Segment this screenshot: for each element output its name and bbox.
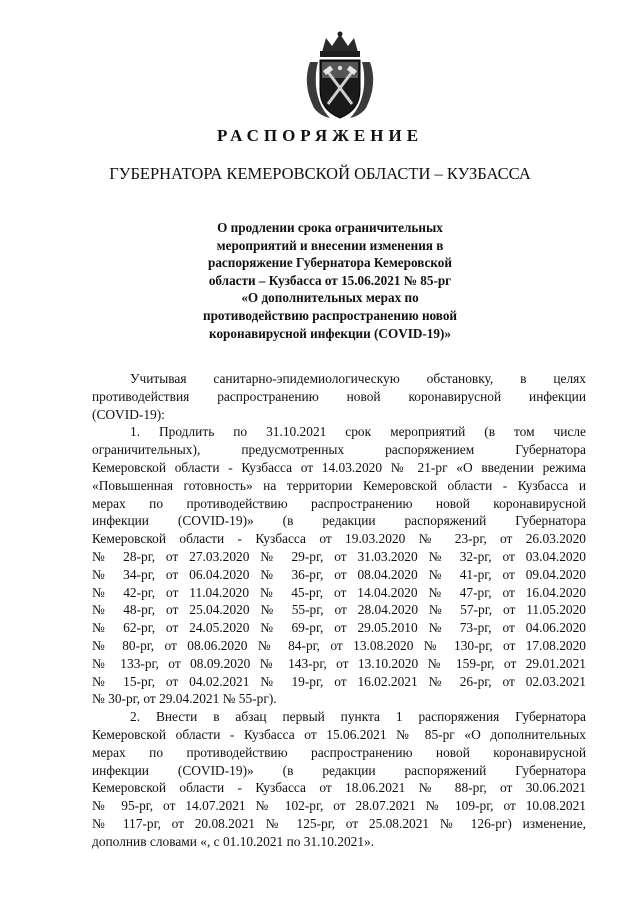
document-body bbox=[92, 370, 586, 851]
document-subject bbox=[185, 219, 475, 342]
body-line: 2. Внести в абзац первый пункта 1 распоряжения Губернатора bbox=[130, 709, 586, 725]
document-type-title: РАСПОРЯЖЕНИЕ bbox=[216, 126, 424, 145]
body-line: 1. Продлить по 31.10.2021 срок мероприятий (в том числе bbox=[130, 424, 586, 440]
body-line: № 95-рг, от 14.07.2021 № 102-рг, от 28.07.2021 № 109-рг, от 10.08.2021 bbox=[92, 798, 586, 814]
body-line: № 30-рг, от 29.04.2021 № 55-рг). bbox=[92, 691, 277, 707]
subject-line: распоряжение Губернатора Кемеровской bbox=[207, 255, 453, 271]
item-1-paragraph bbox=[92, 423, 586, 708]
body-line: № 80-рг, от 08.06.2020 № 84-рг, от 13.08.2020 № 130-рг, от 17.08.2020 bbox=[92, 637, 586, 653]
body-line: «Повышенная готовность» на территории Кемеровской области - Кузбасса и bbox=[92, 477, 586, 493]
preamble-paragraph bbox=[92, 370, 586, 423]
item-2-paragraph bbox=[92, 708, 586, 850]
body-line: № 117-рг, от 20.08.2021 № 125-рг, от 25.08.2021 № 126-рг) изменение, bbox=[92, 815, 586, 831]
body-line: дополнив словами «, с 01.10.2021 по 31.10.2021». bbox=[92, 833, 375, 849]
body-line: № 28-рг, от 27.03.2020 № 29-рг, от 31.03.2020 № 32-рг, от 03.04.2020 bbox=[92, 548, 586, 564]
subject-line: мероприятий и внесении изменения в bbox=[216, 237, 444, 253]
subject-line: области – Кузбасса от 15.06.2021 № 85-рг bbox=[208, 272, 452, 288]
issuer-title: ГУБЕРНАТОРА КЕМЕРОВСКОЙ ОБЛАСТИ – КУЗБАССА bbox=[109, 164, 531, 183]
body-line: противодействия распространению новой коронавирусной инфекции bbox=[92, 388, 586, 404]
kuzbass-coat-of-arms-icon bbox=[296, 28, 384, 124]
subject-line: «О дополнительных мерах по bbox=[241, 290, 419, 306]
body-line: инфекции (COVID-19)» (в редакции распоряжений Губернатора bbox=[92, 762, 586, 778]
body-line: ограничительных), предусмотренных распоряжением Губернатора bbox=[92, 442, 586, 458]
body-line: Кемеровской области - Кузбасса от 19.03.2020 № 23-рг, от 26.03.2020 bbox=[92, 531, 586, 547]
body-line: № 34-рг, от 06.04.2020 № 36-рг, от 08.04.2020 № 41-рг, от 09.04.2020 bbox=[92, 566, 586, 582]
body-line: № 62-рг, от 24.05.2020 № 69-рг, от 29.05.2010 № 73-рг, от 04.06.2020 bbox=[92, 620, 586, 636]
body-line: мерах по противодействию распространению новой коронавирусной bbox=[92, 744, 586, 760]
body-line: Кемеровской области - Кузбасса от 14.03.2020 № 21-рг «О введении режима bbox=[92, 459, 586, 475]
body-line: Кемеровской области - Кузбасса от 18.06.2021 № 88-рг, от 30.06.2021 bbox=[92, 780, 586, 796]
coat-of-arms bbox=[296, 28, 384, 124]
body-line: мерах по противодействию распространению новой коронавирусной bbox=[92, 495, 586, 511]
body-line: инфекции (COVID-19)» (в редакции распоряжений Губернатора bbox=[92, 513, 586, 529]
body-line: № 42-рг, от 11.04.2020 № 45-рг, от 14.04.2020 № 47-рг, от 16.04.2020 bbox=[92, 584, 586, 600]
body-line: (COVID-19): bbox=[92, 406, 165, 422]
body-line: Учитывая санитарно-эпидемиологическую обстановку, в целях bbox=[130, 371, 586, 386]
subject-line: коронавирусной инфекции (COVID-19)» bbox=[209, 325, 451, 341]
body-line: № 15-рг, от 04.02.2021 № 19-рг, от 16.02.2021 № 26-рг, от 02.03.2021 bbox=[92, 673, 586, 689]
subject-line: О продлении срока ограничительных bbox=[217, 220, 443, 235]
body-line: Кемеровской области - Кузбасса от 15.06.2021 № 85-рг «О дополнительных bbox=[92, 726, 586, 742]
subject-line: противодействию распространению новой bbox=[202, 307, 458, 323]
body-line: № 133-рг, от 08.09.2020 № 143-рг, от 13.10.2020 № 159-рг, от 29.01.2021 bbox=[92, 655, 586, 671]
body-line: № 48-рг, от 25.04.2020 № 55-рг, от 28.04.2020 № 57-рг, от 11.05.2020 bbox=[92, 602, 586, 618]
